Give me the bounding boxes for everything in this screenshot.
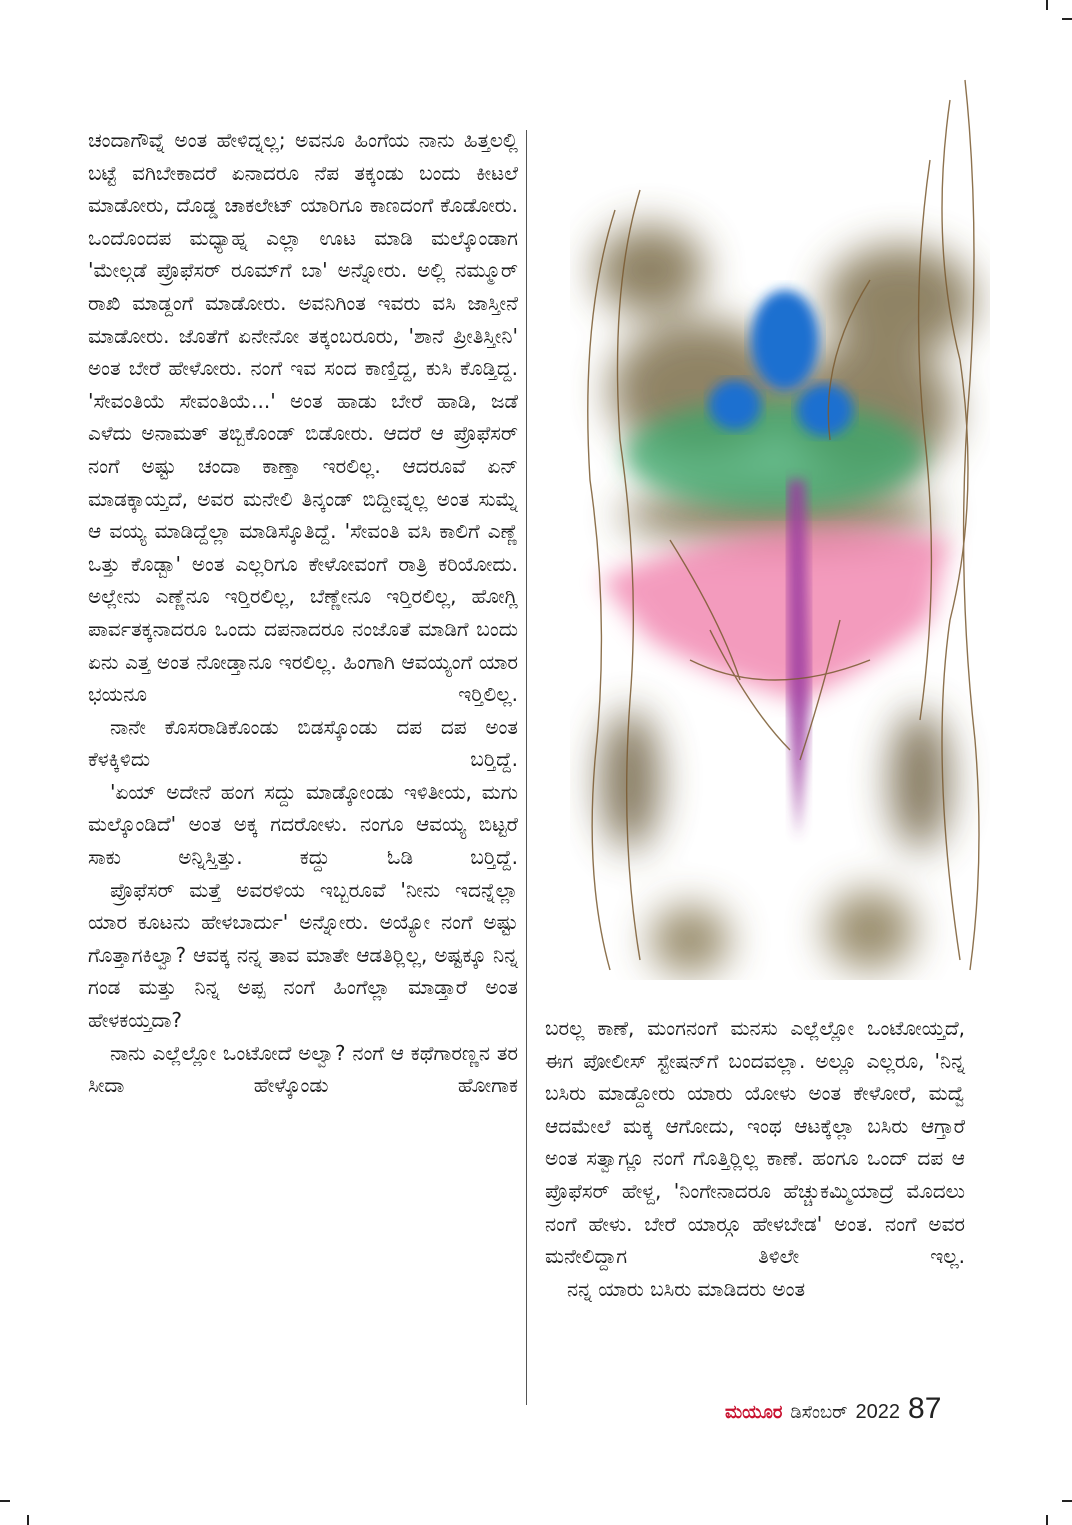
blue-shape — [797, 384, 853, 436]
crop-mark — [1062, 18, 1072, 20]
blue-shape — [709, 380, 761, 430]
page-footer — [725, 1392, 941, 1428]
paragraph: 'ಏಯ್ ಅದೇನೆ ಹಂಗ ಸದ್ದು ಮಾಡ್ಕೋಂಡು ಇಳಿತೀಯ, ಮಗು ಮಲ್ಕೊಂಡಿದೆ' ಅಂತ ಅಕ್ಕ ಗದರೋಳು. ನಂಗೂ ಆವಯ್ಯ ಬಿಟ್ಟರೆ ಸಾಕು ಅನ್ನಿಸ್ತಿತ್ತು. ಕದ್ದು ಓಡಿ ಬರ್‍ತಿದ್ದೆ. — [88, 779, 518, 870]
pink-wash — [600, 527, 950, 700]
text-column-left — [88, 124, 518, 1102]
green-wash — [625, 400, 925, 510]
issue-year: 2022 — [855, 1401, 901, 1423]
paragraph: ನನ್ನ ಯಾರು ಬಸಿರು ಮಾಡಿದರು ಅಂತ — [567, 1276, 806, 1301]
crop-mark — [1062, 1500, 1072, 1502]
issue-month: ಡಿಸೆಂಬರ್ — [790, 1402, 848, 1423]
paragraph: ಪ್ರೊಫೆಸರ್ ಮತ್ತೆ ಅವರಳಿಯ ಇಬ್ಬರೂವೆ 'ನೀನು ಇದನ್ನೆಲ್ಲಾ ಯಾರ ಕೂಟನು ಹೇಳಬಾರ್ದು' ಅನ್ನೋರು. ಅಯ್ಯೋ ನಂಗೆ ಅಷ್ಟು ಗೊತ್ತಾಗಕಿಲ್ವಾ? ಆವಕ್ಕ ನನ್ನ ತಾವ ಮಾತೇ ಆಡತಿರ್‍ಲಿಲ್ಲ, ಅಷ್ಟಕ್ಕೂ ನಿನ್ನ ಗಂಡ ಮತ್ತು ನಿನ್ನ ಅಪ್ಪ ನಂಗೆ ಹಿಂಗೆಲ್ಲಾ ಮಾಡ್ತಾರೆ ಅಂತ ಹೇಳಕಯ್ತದಾ? — [88, 877, 518, 1033]
crop-mark — [27, 1515, 29, 1525]
text-column-right — [545, 1012, 965, 1305]
paragraph: ನಾನು ಎಲ್ಲೆಲ್ಲೋ ಒಂಟೋದೆ ಅಲ್ವಾ? ನಂಗೆ ಆ ಕಥೆಗಾರಣ್ಣನ ತರ ಸೀದಾ ಹೇಳ್ಕೊಂಡು ಹೋಗಾಕ — [88, 1040, 518, 1098]
paragraph: ಚಂದಾಗೌವ್ನೆ ಅಂತ ಹೇಳಿದ್ನಲ್ಲ; ಅವನೂ ಹಿಂಗೆಯ ನಾನು ಹಿತ್ತಲಲ್ಲಿ ಬಟ್ಟೆ ವಗಿಬೇಕಾದರೆ ಏನಾದರೂ ನೆಪ ತಕ್ಕಂಡು ಬಂದು ಕೀಟಲೆ ಮಾಡೋರು, ದೊಡ್ಡ ಚಾಕಲೇಟ್ ಯಾರಿಗೂ ಕಾಣದಂಗೆ ಕೊಡೋರು. ಒಂದೊಂದಪ ಮಧ್ಯಾಹ್ನ ಎಲ್ಲಾ ಊಟ ಮಾಡಿ ಮಲ್ಕೊಂಡಾಗ 'ಮೇಲ್ಗಡೆ ಪ್ರೊಫೆಸರ್ ರೂಮ್‌ಗೆ ಬಾ' ಅನ್ನೋರು. ಅಲ್ಲಿ ನಮ್ಮೂರ್ ರಾಖಿ ಮಾಡ್ದಂಗೆ ಮಾಡೋರು. ಅವನಿಗಿಂತ ಇವರು ವಸಿ ಜಾಸ್ತೀನೆ ಮಾಡೋರು. ಜೊತೆಗೆ ಏನೇನೋ ತಕ್ಕಂಬರೂರು, 'ಶಾನೆ ಪ್ರೀತಿಸ್ತೀನಿ' ಅಂತ ಬೇರೆ ಹೇಳೋರು. ನಂಗೆ ಇವ ಸಂದ ಕಾಣ್ತಿದ್ದ, ಕುಸಿ ಕೊಡ್ತಿದ್ದ. 'ಸೇವಂತಿಯೆ ಸೇವಂತಿಯೆ...' ಅಂತ ಹಾಡು ಬೇರೆ ಹಾಡಿ, ಜಡೆ ಎಳೆದು ಅನಾಮತ್ ತಬ್ಬಿಕೊಂಡ್ ಬಿಡೋರು. ಆದರೆ ಆ ಪ್ರೊಫೆಸರ್ ನಂಗೆ ಅಷ್ಟು ಚಂದಾ ಕಾಣ್ತಾ ಇರಲಿಲ್ಲ. ಆದರೂವೆ ಏನ್ ಮಾಡಕ್ಕಾಯ್ತದೆ, ಅವರ ಮನೇಲಿ ತಿನ್ಕಂಡ್ ಬಿದ್ದೀವ್ನಲ್ಲ ಅಂತ ಸುಮ್ನೆ ಆ ವಯ್ಯ ಮಾಡಿದ್ದೆಲ್ಲಾ ಮಾಡಿಸ್ಕೊತಿದ್ದೆ. 'ಸೇವಂತಿ ವಸಿ ಕಾಲಿಗೆ ಎಣ್ಣೆ ಒತ್ತು ಕೊಡ್ಬಾ' ಅಂತ ಎಲ್ಲರಿಗೂ ಕೇಳೋವಂಗೆ ರಾತ್ರಿ ಕರಿಯೋದು. ಅಲ್ಲೇನು ಎಣ್ಣೆನೂ ಇರ್‍ತಿರಲಿಲ್ಲ, ಬೆಣ್ಣೇನೂ ಇರ್‍ತಿರಲಿಲ್ಲ, ಹೋಗ್ಲಿ ಪಾರ್ವತಕ್ಕನಾದರೂ ಒಂದು ದಪನಾದರೂ ನಂಜೊತೆ ಮಾಡಿಗೆ ಬಂದು ಏನು ಎತ್ತ ಅಂತ ನೋಡ್ತಾನೂ ಇರಲಿಲ್ಲ. ಹಿಂಗಾಗಿ ಆವಯ್ಯಂಗೆ ಯಾರ ಭಯನೂ ಇರ್‍ತಿಲಿಲ್ಲ. — [88, 128, 518, 707]
blue-shape — [751, 290, 819, 390]
paragraph: ನಾನೇ ಕೊಸರಾಡಿಕೊಂಡು ಬಿಡಸ್ಕೊಂಡು ದಪ ದಪ ಅಂತ ಕೆಳಕ್ಕಿಳಿದು ಬರ್‍ತಿದ್ದೆ. — [88, 714, 518, 772]
column-divider — [526, 130, 527, 1405]
crop-mark — [1046, 0, 1048, 10]
magazine-logo: ಮಯೂರ — [725, 1402, 783, 1423]
crop-mark — [1046, 1515, 1048, 1525]
paragraph: ಬರಲ್ಲ ಕಾಣೆ, ಮಂಗನಂಗೆ ಮನಸು ಎಲ್ಲೆಲ್ಲೋ ಒಂಟೋಯ್ತದೆ, ಈಗ ಪೋಲೀಸ್ ಸ್ಟೇಷನ್‌ಗೆ ಬಂದವಲ್ಲಾ. ಅಲ್ಲೂ ಎಲ್ಲರೂ, 'ನಿನ್ನ ಬಸಿರು ಮಾಡ್ದೋರು ಯಾರು ಯೋಳು ಅಂತ ಕೇಳೋರೆ, ಮದ್ವೆ ಆದಮೇಲೆ ಮಕ್ಕ ಆಗೋದು, ಇಂಥ ಆಟಕ್ಕೆಲ್ಲಾ ಬಸಿರು ಆಗ್ತಾರೆ ಅಂತ ಸತ್ವಾಗ್ಲೂ ನಂಗೆ ಗೊತ್ತಿರ್‍ಲಿಲ್ಲ ಕಾಣೆ. ಹಂಗೂ ಒಂದ್ ದಪ ಆ ಪ್ರೊಫೆಸರ್ ಹೇಳ್ದ, 'ನಿಂಗೇನಾದರೂ ಹೆಚ್ಚುಕಮ್ಮಿಯಾದ್ರೆ ಮೊದಲು ನಂಗೆ ಹೇಳು. ಬೇರೆ ಯಾರ್‍ಗೂ ಹೇಳಬೇಡ' ಅಂತ. ನಂಗೆ ಅವರ ಮನೇಲಿದ್ದಾಗ ತಿಳಿಲೇ ಇಲ್ಲ. — [545, 1016, 965, 1269]
page-number: 87 — [908, 1392, 942, 1425]
illustration-figure — [570, 60, 990, 980]
crop-mark — [0, 1500, 10, 1502]
